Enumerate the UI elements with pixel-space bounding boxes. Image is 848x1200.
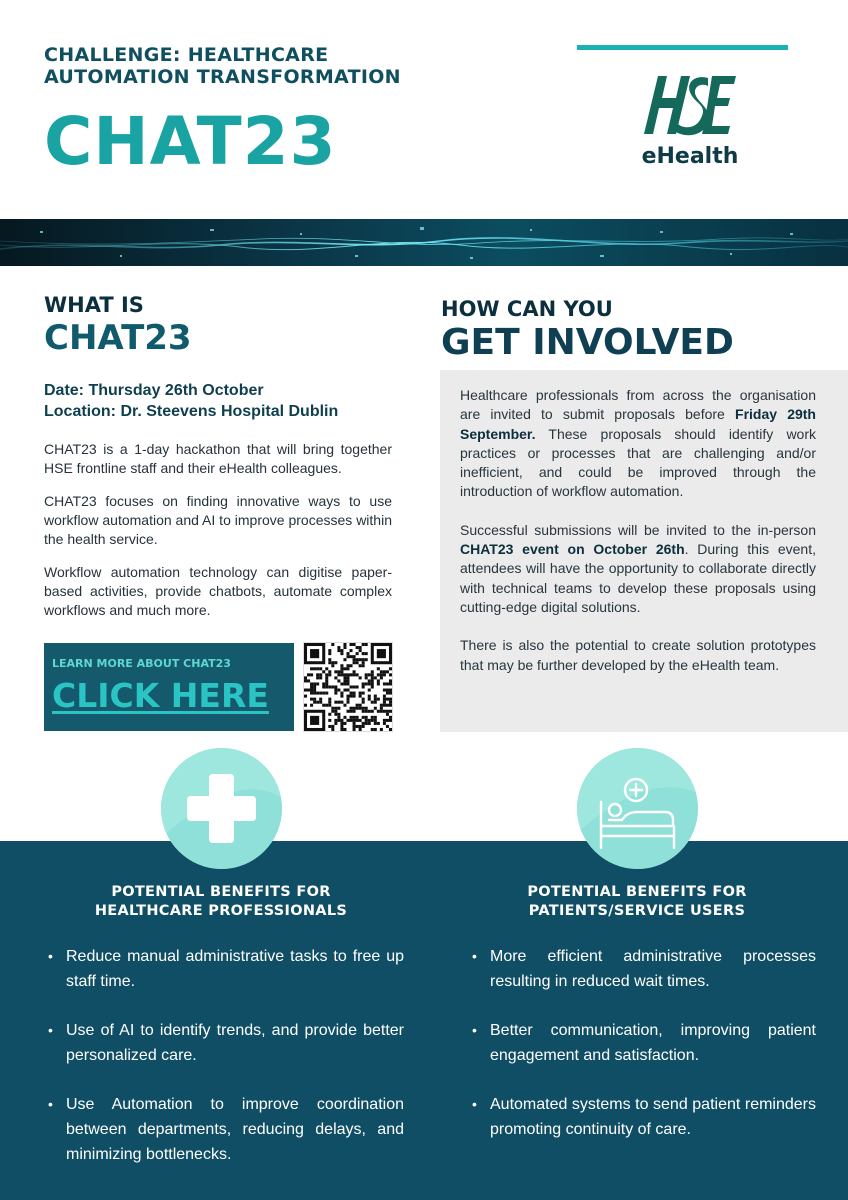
data-wave-banner (0, 219, 848, 266)
challenge-heading: CHALLENGE: HEALTHCARE AUTOMATION TRANSFORMATION (44, 44, 401, 88)
get-involved-heading (441, 296, 821, 364)
event-date: Date: Thursday 26th October (44, 382, 264, 399)
patient-bed-badge (577, 748, 698, 869)
description-paragraph: CHAT23 is a 1-day hackathon that will bring together HSE frontline staff and their eHealth colleagues. (44, 441, 392, 476)
what-is-section (44, 292, 392, 620)
get-involved-title: GET INVOLVED (441, 322, 734, 363)
what-is-label: WHAT IS (44, 293, 144, 317)
description-paragraph: Workflow automation technology can digitise paper-based activities, provide chatbots, automate complex workflows and much more. (44, 564, 392, 618)
click-here-link[interactable]: CLICK HERE (52, 676, 269, 715)
professionals-benefits-list (48, 944, 404, 1191)
patients-benefits-title: POTENTIAL BENEFITS FOR PATIENTS/SERVICE USERS (527, 884, 747, 919)
get-involved-box (440, 370, 848, 732)
learn-more-panel[interactable] (44, 643, 294, 731)
description-paragraph: CHAT23 focuses on finding innovative ways to use workflow automation and AI to improve processes within the health service. (44, 493, 392, 547)
medical-cross-badge (161, 748, 282, 869)
get-involved-label: HOW CAN YOU (441, 297, 613, 321)
involved-paragraph: Successful submissions will be invited to the in-person CHAT23 event on October 26th. During this event, attendees will have the opportunity to collaborate directly with technical teams to develop these proposals using cutting-edge digital solutions. (460, 521, 816, 615)
professionals-benefits-title: POTENTIAL BENEFITS FOR HEALTHCARE PROFESSIONALS (94, 884, 348, 919)
medical-cross-icon (161, 748, 282, 869)
what-is-title: CHAT23 (44, 318, 192, 358)
involved-paragraph: There is also the potential to create solution prototypes that may be further developed by the eHealth team. (460, 637, 816, 673)
qr-code[interactable] (303, 642, 393, 732)
top-divider (577, 45, 788, 50)
page-title: CHAT23 (44, 103, 337, 180)
patient-bed-icon (577, 748, 698, 869)
qr-code-icon (304, 643, 392, 731)
patients-benefits-list (472, 944, 816, 1166)
logo-subtitle: eHealth (641, 144, 739, 169)
list-item: • Automated systems to send patient reminders promoting continuity of care. (472, 1092, 816, 1142)
wave-pattern-icon (0, 219, 848, 266)
event-location: Location: Dr. Steevens Hospital Dublin (44, 403, 339, 420)
hse-logo (630, 70, 750, 180)
learn-more-label: LEARN MORE ABOUT CHAT23 (52, 657, 231, 670)
list-item: • Reduce manual administrative tasks to free up staff time. (48, 944, 404, 994)
list-item: • Use of AI to identify trends, and provide better personalized care. (48, 1018, 404, 1068)
involved-paragraph: Healthcare professionals from across the organisation are invited to submit proposals before Friday 29th September. These proposals should identify work practices or processes that are challenging and/or inefficient, and could be improved through the introduction of workflow automation. (460, 387, 816, 500)
list-item: • Use Automation to improve coordination between departments, reducing delays, and minimizing bottlenecks. (48, 1092, 404, 1167)
list-item: • Better communication, improving patient engagement and satisfaction. (472, 1018, 816, 1068)
list-item: • More efficient administrative processes resulting in reduced wait times. (472, 944, 816, 994)
hse-logo-icon (638, 70, 738, 140)
